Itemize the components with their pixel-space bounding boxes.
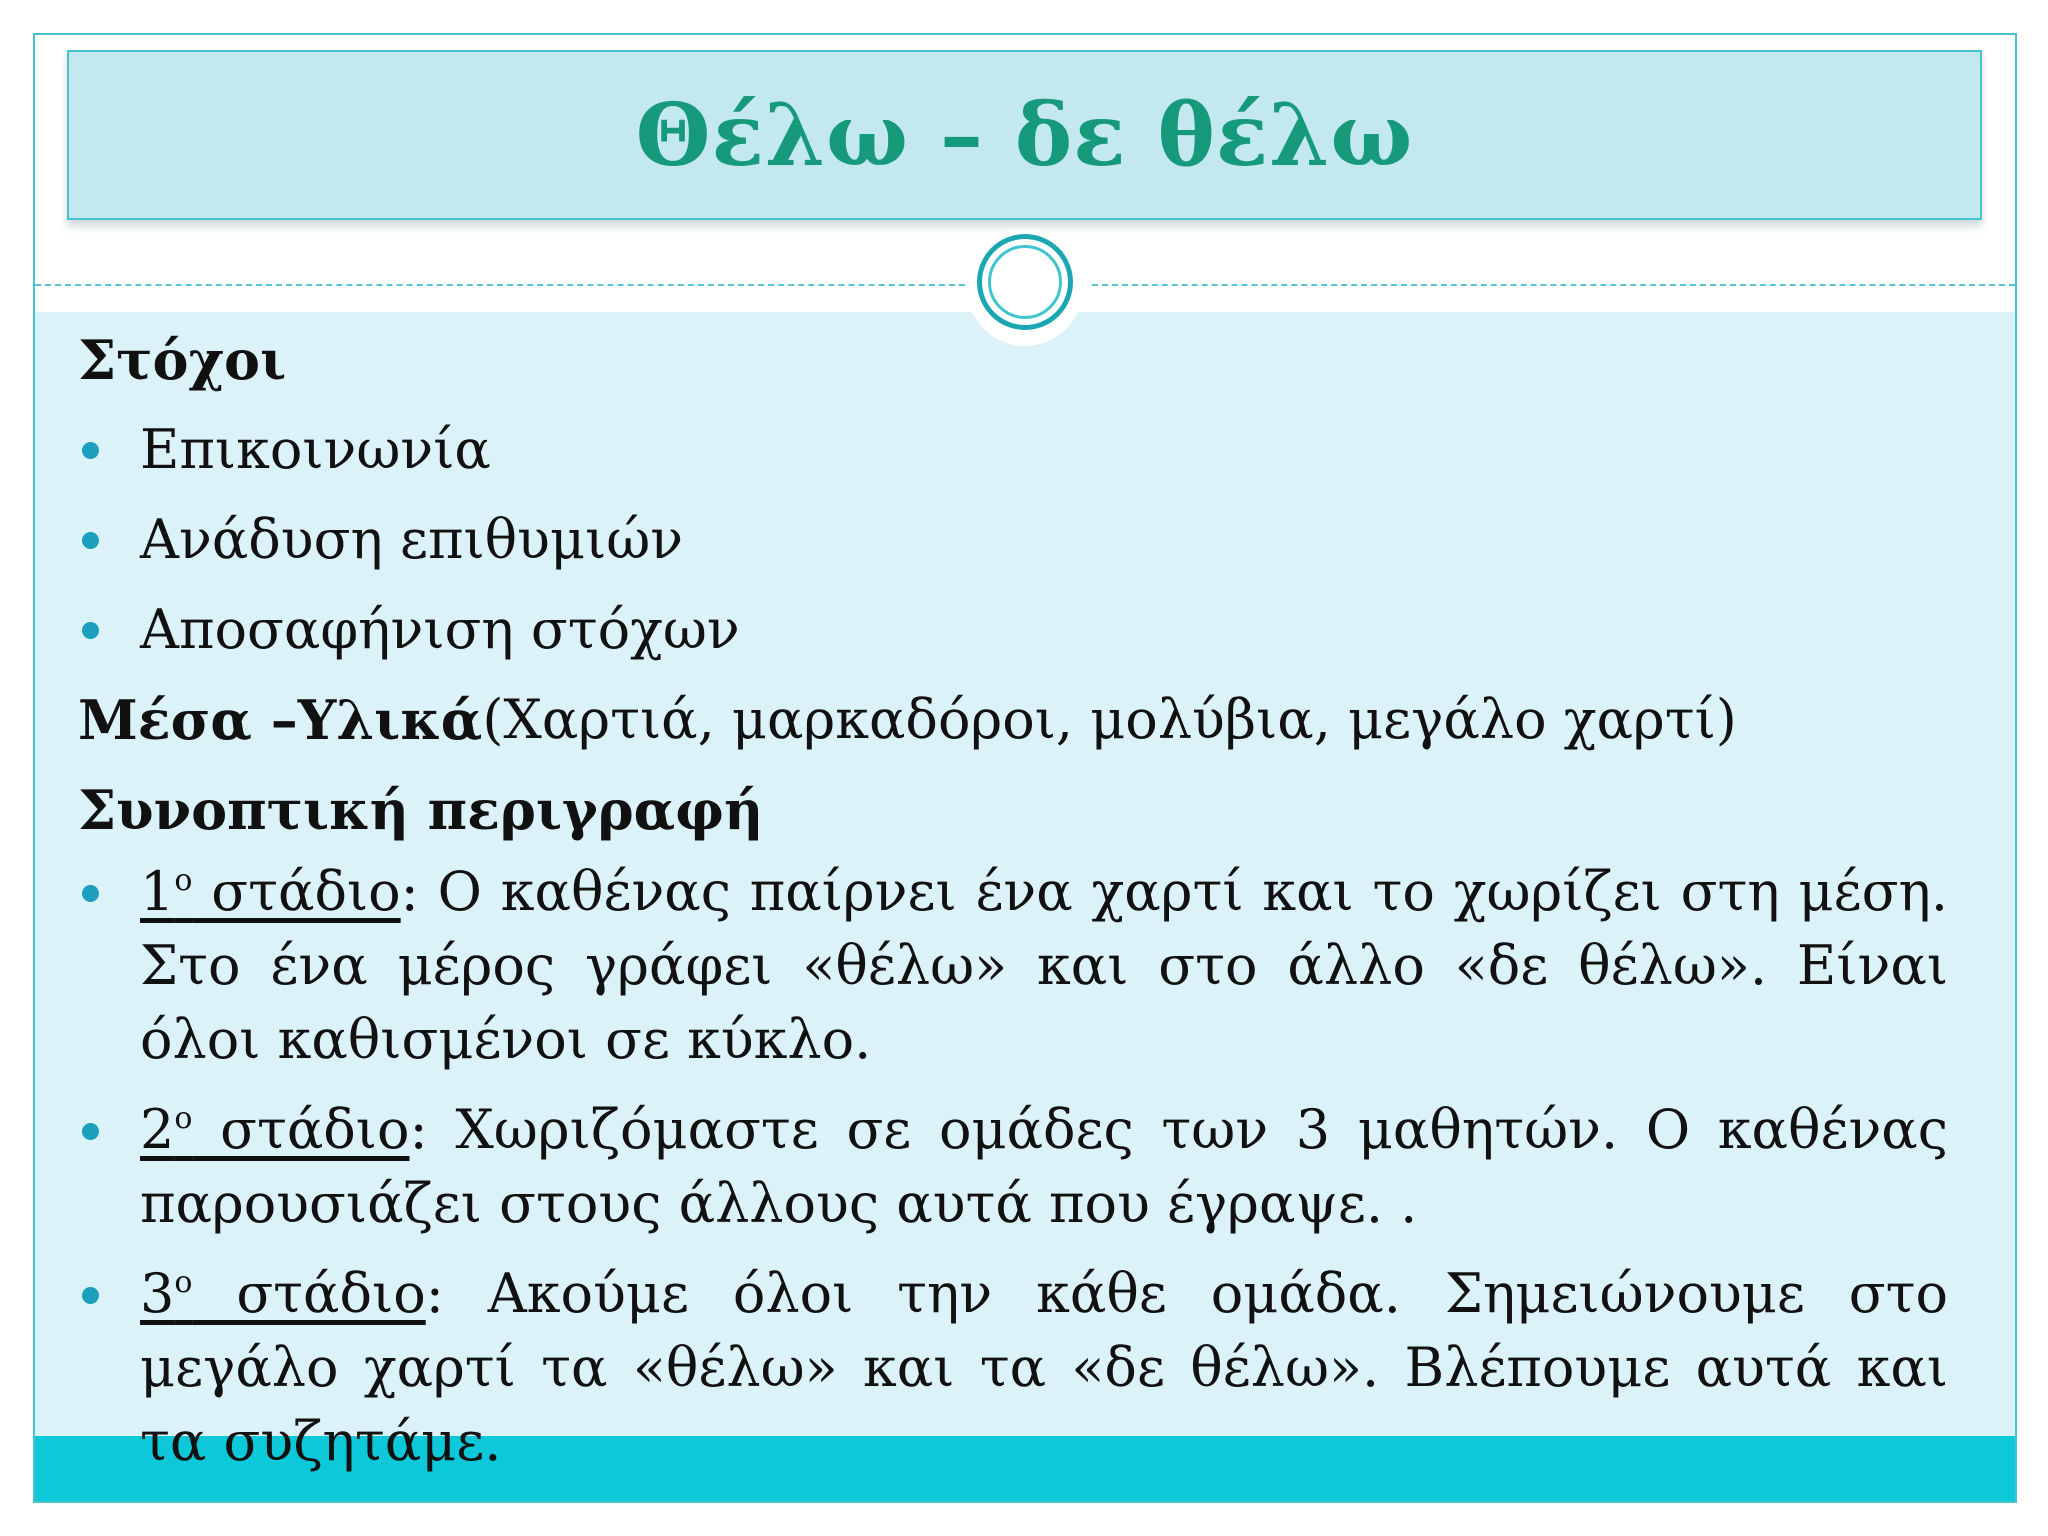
divider-left	[35, 284, 965, 286]
stage-ordinal: ο	[174, 1101, 193, 1136]
goal-item-text: Επικοινωνία	[140, 418, 491, 481]
stage-number: 1	[140, 860, 175, 923]
goal-item	[78, 495, 1948, 585]
stage-number: 2	[140, 1098, 175, 1161]
stage-description: : Χωριζόμαστε σε ομάδες των 3 μαθητών. Ο καθένας παρουσιάζει στους άλλους αυτά που έγραψε. .	[140, 1098, 1948, 1235]
divider-circle-inner	[988, 245, 1062, 319]
stage-item	[78, 1093, 1948, 1241]
goal-item-text: Ανάδυση επιθυμιών	[140, 508, 684, 571]
stage-ordinal: ο	[174, 1265, 193, 1300]
goal-item	[78, 585, 1948, 675]
stage-ordinal: ο	[174, 863, 193, 898]
slide-title: Θέλω – δε θέλω	[635, 84, 1414, 186]
materials-list: (Χαρτιά, μαρκαδόροι, μολύβια, μεγάλο χαρτί)	[482, 688, 1737, 751]
title-banner	[67, 50, 1982, 220]
stage-label	[140, 1262, 426, 1325]
stage-word: στάδιο	[192, 1098, 410, 1161]
divider-right	[1092, 284, 2015, 286]
goal-item-text: Αποσαφήνιση στόχων	[140, 598, 740, 661]
materials-label: Μέσα –Υλικά	[78, 688, 483, 752]
slide-body	[78, 315, 1948, 1495]
summary-heading: Συνοπτική περιγραφή	[78, 778, 764, 842]
stage-label	[140, 860, 401, 923]
stage-item	[78, 855, 1948, 1077]
stage-label	[140, 1098, 409, 1161]
stage-item	[78, 1257, 1948, 1479]
stage-word: στάδιο	[192, 1262, 426, 1325]
stage-word: στάδιο	[192, 860, 401, 923]
stage-description: : Ο καθένας παίρνει ένα χαρτί και το χωρίζει στη μέση. Στο ένα μέρος γράφει «θέλω» και στο άλλο «δε θέλω». Είναι όλοι καθισμένοι σε κύκλο.	[140, 860, 1948, 1071]
stage-number: 3	[140, 1262, 175, 1325]
stage-description: : Ακούμε όλοι την κάθε ομάδα. Σημειώνουμε στο μεγάλο χαρτί τα «θέλω» και τα «δε θέλω». Βλέπουμε αυτά και τα συζητάμε.	[140, 1262, 1948, 1473]
goal-item	[78, 405, 1948, 495]
goals-heading: Στόχοι	[78, 328, 287, 392]
materials-line	[78, 675, 1948, 765]
